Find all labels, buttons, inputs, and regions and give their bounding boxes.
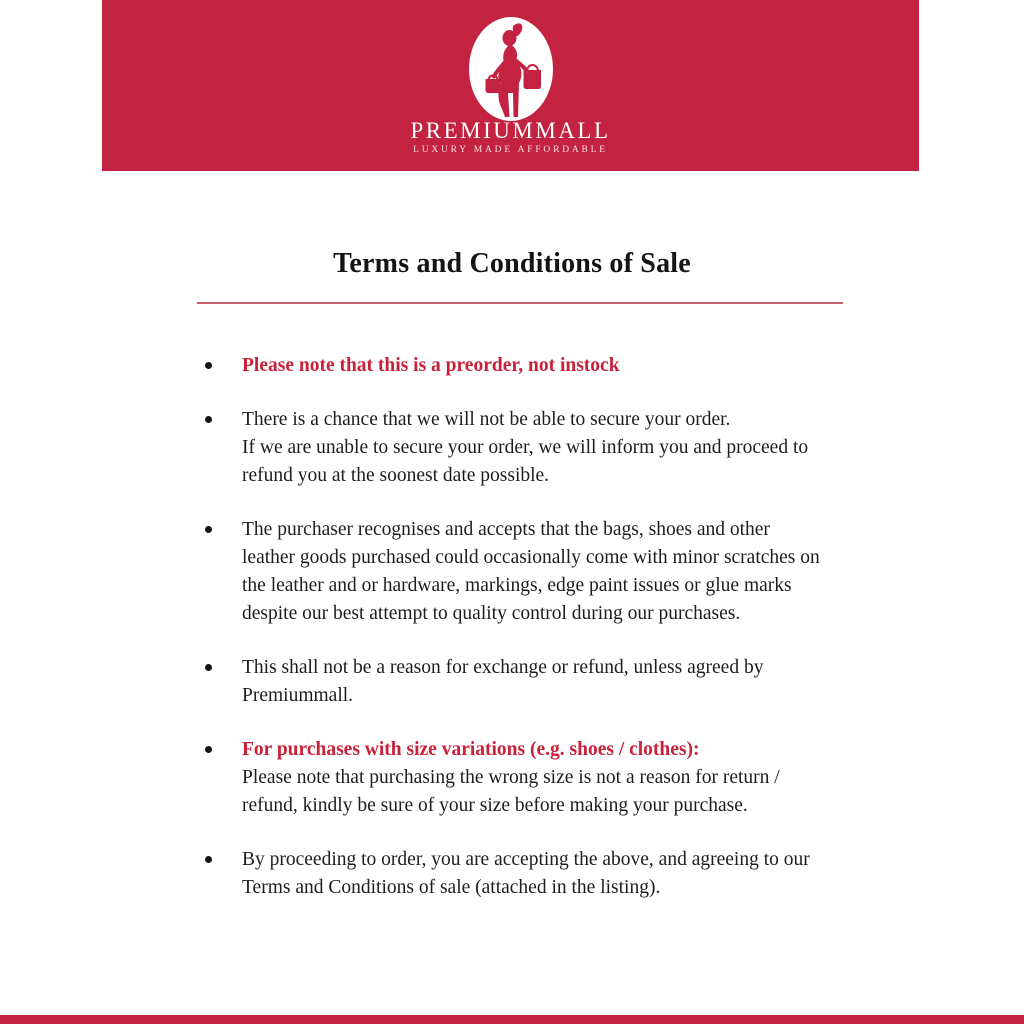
item-line: This shall not be a reason for exchange or refund, unless agreed by [242, 657, 764, 678]
list-item [204, 406, 884, 490]
item-heading: For purchases with size variations (e.g. shoes / clothes): [242, 739, 700, 760]
list-item [204, 352, 884, 380]
item-line: the leather and or hardware, markings, edge paint issues or glue marks [242, 575, 792, 596]
bullet-icon [205, 526, 212, 533]
item-line: leather goods purchased could occasionally come with minor scratches on [242, 547, 820, 568]
item-line: refund you at the soonest date possible. [242, 465, 550, 486]
item-line: The purchaser recognises and accepts that the bags, shoes and other [242, 519, 770, 540]
brand-tagline: LUXURY MADE AFFORDABLE [413, 145, 608, 155]
footer-bar [0, 1015, 1024, 1024]
item-line: refund, kindly be sure of your size before making your purchase. [242, 795, 748, 816]
item-heading: Please note that this is a preorder, not instock [242, 355, 620, 376]
bullet-icon [205, 856, 212, 863]
list-item [204, 516, 884, 628]
item-line: If we are unable to secure your order, we will inform you and proceed to [242, 437, 809, 458]
item-line: Please note that purchasing the wrong size is not a reason for return / [242, 767, 780, 788]
item-line: Terms and Conditions of sale (attached in the listing). [242, 877, 661, 898]
bullet-icon [205, 746, 212, 753]
bullet-icon [205, 664, 212, 671]
item-line: despite our best attempt to quality control during our purchases. [242, 603, 741, 624]
item-line: There is a chance that we will not be able to secure your order. [242, 409, 731, 430]
terms-list [204, 352, 884, 928]
item-line: By proceeding to order, you are accepting the above, and agreeing to our [242, 849, 810, 870]
brand-banner [102, 0, 919, 171]
bullet-icon [205, 416, 212, 423]
woman-shopper-icon [469, 17, 553, 121]
list-item [204, 846, 884, 902]
list-item [204, 736, 884, 820]
list-item [204, 654, 884, 710]
item-line: Premiummall. [242, 685, 354, 706]
brand-name: PREMIUMMALL [410, 118, 611, 143]
title-divider [197, 302, 843, 304]
brand-logo [469, 17, 553, 121]
page-title: Terms and Conditions of Sale [333, 248, 691, 279]
bullet-icon [205, 362, 212, 369]
